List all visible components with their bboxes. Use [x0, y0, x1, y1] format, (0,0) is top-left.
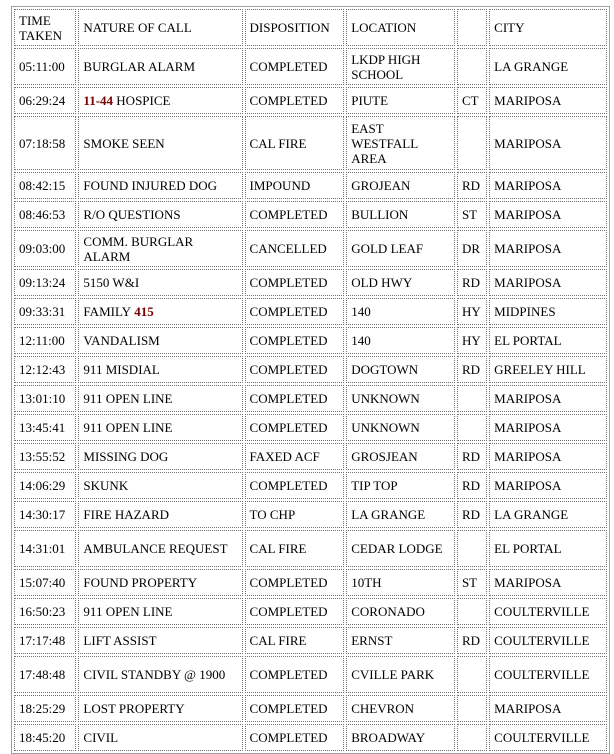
nature-text: FOUND PROPERTY: [83, 575, 198, 590]
city-cell: MARIPOSA: [489, 87, 607, 114]
header-suffix: [457, 9, 487, 46]
nature-cell: [78, 598, 242, 625]
location-cell: EAST WESTFALL AREA: [346, 116, 455, 170]
table-row: [14, 569, 607, 596]
suffix-cell: [457, 414, 487, 441]
city-cell: EL PORTAL: [489, 327, 607, 354]
city-cell: MARIPOSA: [489, 269, 607, 296]
disposition-cell: COMPLETED: [245, 472, 345, 499]
location-cell: CVILLE PARK: [346, 656, 455, 693]
city-cell: MARIPOSA: [489, 385, 607, 412]
table-row: [14, 116, 607, 170]
location-cell: BULLION: [346, 201, 455, 228]
city-cell: GREELEY HILL: [489, 356, 607, 383]
city-cell: MARIPOSA: [489, 472, 607, 499]
nature-text: 911 MISDIAL: [83, 362, 160, 377]
nature-cell: [78, 569, 242, 596]
nature-text: BURGLAR ALARM: [83, 59, 196, 74]
nature-cell: [78, 201, 242, 228]
nature-text: 911 OPEN LINE: [83, 604, 173, 619]
header-row: [14, 9, 607, 46]
time-cell: 13:55:52: [14, 443, 76, 470]
table-row: [14, 230, 607, 267]
nature-text: 5150 W&I: [83, 275, 140, 290]
time-cell: 12:11:00: [14, 327, 76, 354]
nature-cell: [78, 87, 242, 114]
suffix-cell: CT: [457, 87, 487, 114]
city-cell: LA GRANGE: [489, 501, 607, 528]
disposition-cell: COMPLETED: [245, 598, 345, 625]
table-row: [14, 627, 607, 654]
nature-text: R/O QUESTIONS: [83, 207, 181, 222]
suffix-cell: RD: [457, 172, 487, 199]
city-cell: COULTERVILLE: [489, 724, 607, 751]
table-row: [14, 201, 607, 228]
call-log-table: [11, 6, 610, 754]
city-cell: LA GRANGE: [489, 48, 607, 85]
table-row: [14, 501, 607, 528]
disposition-cell: IMPOUND: [245, 172, 345, 199]
suffix-cell: [457, 116, 487, 170]
disposition-cell: COMPLETED: [245, 724, 345, 751]
city-cell: MARIPOSA: [489, 443, 607, 470]
location-cell: GROJEAN: [346, 172, 455, 199]
disposition-cell: CAL FIRE: [245, 116, 345, 170]
table-row: [14, 356, 607, 383]
table-row: [14, 414, 607, 441]
nature-text: 911 OPEN LINE: [83, 420, 173, 435]
disposition-cell: COMPLETED: [245, 695, 345, 722]
location-cell: CEDAR LODGE: [346, 530, 455, 567]
nature-text: CIVIL: [83, 730, 119, 745]
location-cell: LA GRANGE: [346, 501, 455, 528]
table-row: [14, 472, 607, 499]
city-cell: COULTERVILLE: [489, 656, 607, 693]
time-cell: 06:29:24: [14, 87, 76, 114]
time-cell: 13:01:10: [14, 385, 76, 412]
time-cell: 14:30:17: [14, 501, 76, 528]
location-cell: BROADWAY: [346, 724, 455, 751]
city-cell: MARIPOSA: [489, 230, 607, 267]
city-cell: COULTERVILLE: [489, 598, 607, 625]
table-row: [14, 598, 607, 625]
table-row: [14, 724, 607, 751]
disposition-cell: COMPLETED: [245, 356, 345, 383]
table-row: [14, 385, 607, 412]
nature-text: FIRE HAZARD: [83, 507, 170, 522]
nature-cell: [78, 269, 242, 296]
nature-cell: [78, 472, 242, 499]
location-cell: PIUTE: [346, 87, 455, 114]
suffix-cell: [457, 385, 487, 412]
table-row: [14, 298, 607, 325]
location-cell: TIP TOP: [346, 472, 455, 499]
nature-cell: [78, 695, 242, 722]
table-row: [14, 327, 607, 354]
time-cell: 18:45:20: [14, 724, 76, 751]
log-body: [14, 48, 607, 751]
time-cell: 18:25:29: [14, 695, 76, 722]
disposition-cell: COMPLETED: [245, 269, 345, 296]
disposition-cell: COMPLETED: [245, 298, 345, 325]
nature-text: CIVIL STANDBY @ 1900: [83, 667, 226, 682]
suffix-cell: [457, 695, 487, 722]
nature-text: AMBULANCE REQUEST: [83, 541, 228, 556]
suffix-cell: ST: [457, 569, 487, 596]
nature-cell: [78, 414, 242, 441]
nature-text: LOST PROPERTY: [83, 701, 185, 716]
suffix-cell: DR: [457, 230, 487, 267]
nature-cell: [78, 724, 242, 751]
location-cell: GOLD LEAF: [346, 230, 455, 267]
time-cell: 09:13:24: [14, 269, 76, 296]
nature-text: VANDALISM: [83, 333, 160, 348]
suffix-cell: [457, 48, 487, 85]
nature-cell: [78, 627, 242, 654]
header-location: LOCATION: [346, 9, 455, 46]
nature-text: COMM. BURGLAR ALARM: [83, 233, 194, 264]
time-cell: 16:50:23: [14, 598, 76, 625]
disposition-cell: COMPLETED: [245, 414, 345, 441]
location-cell: GROSJEAN: [346, 443, 455, 470]
time-cell: 13:45:41: [14, 414, 76, 441]
city-cell: EL PORTAL: [489, 530, 607, 567]
nature-cell: [78, 48, 242, 85]
nature-cell: [78, 356, 242, 383]
location-cell: CORONADO: [346, 598, 455, 625]
nature-text: MISSING DOG: [83, 449, 169, 464]
call-code-after: 415: [131, 304, 154, 319]
call-code: 11-44: [83, 93, 117, 108]
location-cell: UNKNOWN: [346, 385, 455, 412]
time-cell: 17:48:48: [14, 656, 76, 693]
city-cell: MARIPOSA: [489, 201, 607, 228]
disposition-cell: FAXED ACF: [245, 443, 345, 470]
suffix-cell: [457, 598, 487, 625]
suffix-cell: [457, 656, 487, 693]
time-cell: 14:06:29: [14, 472, 76, 499]
table-row: [14, 695, 607, 722]
city-cell: MIDPINES: [489, 298, 607, 325]
disposition-cell: COMPLETED: [245, 569, 345, 596]
city-cell: COULTERVILLE: [489, 627, 607, 654]
header-city: CITY: [489, 9, 607, 46]
time-cell: 08:42:15: [14, 172, 76, 199]
location-cell: CHEVRON: [346, 695, 455, 722]
time-cell: 09:33:31: [14, 298, 76, 325]
suffix-cell: RD: [457, 269, 487, 296]
time-cell: 09:03:00: [14, 230, 76, 267]
time-cell: 15:07:40: [14, 569, 76, 596]
suffix-cell: RD: [457, 501, 487, 528]
location-cell: LKDP HIGH SCHOOL: [346, 48, 455, 85]
nature-text: FAMILY: [83, 304, 131, 319]
table-row: [14, 443, 607, 470]
nature-cell: [78, 656, 242, 693]
disposition-cell: COMPLETED: [245, 656, 345, 693]
suffix-cell: RD: [457, 443, 487, 470]
disposition-cell: CAL FIRE: [245, 627, 345, 654]
time-cell: 17:17:48: [14, 627, 76, 654]
nature-text: SMOKE SEEN: [83, 135, 165, 151]
city-cell: MARIPOSA: [489, 172, 607, 199]
time-cell: 07:18:58: [14, 116, 76, 170]
suffix-cell: [457, 530, 487, 567]
city-cell: MARIPOSA: [489, 116, 607, 170]
nature-text: HOSPICE: [116, 93, 171, 108]
nature-cell: [78, 116, 242, 170]
disposition-cell: TO CHP: [245, 501, 345, 528]
table-row: [14, 48, 607, 85]
nature-cell: [78, 443, 242, 470]
nature-text: SKUNK: [83, 478, 129, 493]
disposition-cell: CANCELLED: [245, 230, 345, 267]
nature-cell: [78, 172, 242, 199]
location-cell: 10TH: [346, 569, 455, 596]
table-row: [14, 656, 607, 693]
nature-cell: [78, 501, 242, 528]
nature-cell: [78, 327, 242, 354]
disposition-cell: COMPLETED: [245, 48, 345, 85]
location-cell: OLD HWY: [346, 269, 455, 296]
location-cell: DOGTOWN: [346, 356, 455, 383]
disposition-cell: COMPLETED: [245, 87, 345, 114]
suffix-cell: RD: [457, 356, 487, 383]
suffix-cell: RD: [457, 472, 487, 499]
suffix-cell: ST: [457, 201, 487, 228]
table-row: [14, 172, 607, 199]
location-cell: 140: [346, 298, 455, 325]
header-nature: NATURE OF CALL: [78, 9, 242, 46]
time-cell: 12:12:43: [14, 356, 76, 383]
location-cell: 140: [346, 327, 455, 354]
suffix-cell: [457, 724, 487, 751]
nature-cell: [78, 385, 242, 412]
table-row: [14, 269, 607, 296]
nature-text: FOUND INJURED DOG: [83, 178, 218, 193]
header-time: TIME TAKEN: [14, 9, 76, 46]
location-cell: UNKNOWN: [346, 414, 455, 441]
nature-text: 911 OPEN LINE: [83, 391, 173, 406]
suffix-cell: HY: [457, 298, 487, 325]
nature-cell: [78, 230, 242, 267]
table-row: [14, 87, 607, 114]
table-row: [14, 530, 607, 567]
time-cell: 08:46:53: [14, 201, 76, 228]
disposition-cell: COMPLETED: [245, 327, 345, 354]
header-disposition: DISPOSITION: [245, 9, 345, 46]
time-cell: 05:11:00: [14, 48, 76, 85]
city-cell: MARIPOSA: [489, 695, 607, 722]
nature-cell: [78, 530, 242, 567]
disposition-cell: CAL FIRE: [245, 530, 345, 567]
city-cell: MARIPOSA: [489, 569, 607, 596]
disposition-cell: COMPLETED: [245, 385, 345, 412]
suffix-cell: RD: [457, 627, 487, 654]
suffix-cell: HY: [457, 327, 487, 354]
city-cell: MARIPOSA: [489, 414, 607, 441]
location-cell: ERNST: [346, 627, 455, 654]
time-cell: 14:31:01: [14, 530, 76, 567]
disposition-cell: COMPLETED: [245, 201, 345, 228]
nature-cell: [78, 298, 242, 325]
nature-text: LIFT ASSIST: [83, 633, 157, 648]
